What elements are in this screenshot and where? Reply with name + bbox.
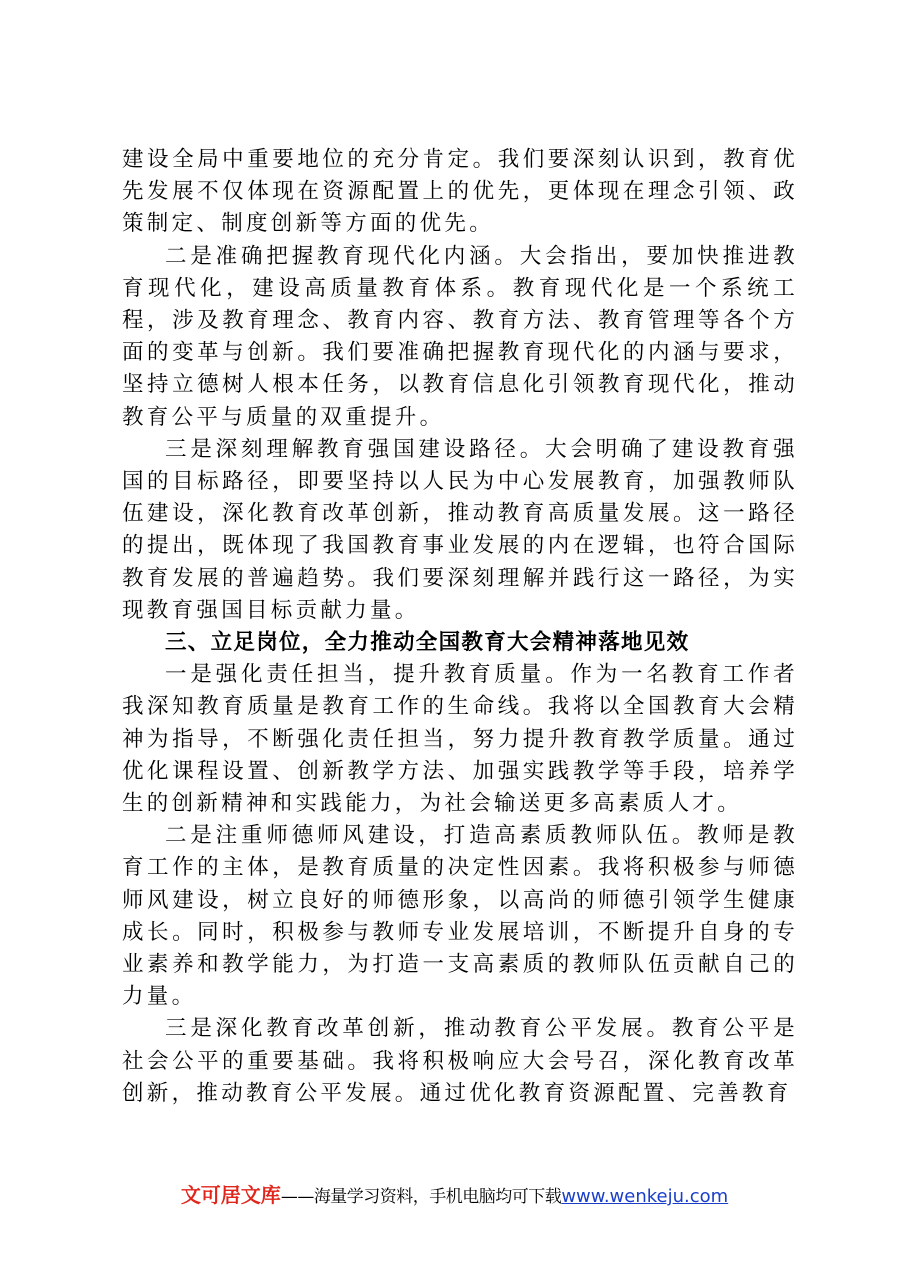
paragraph-responsibility: 一是强化责任担当，提升教育质量。作为一名教育工作者我深知教育质量是教育工作的生命线。我将以全国教育大会精神为指导，不断强化责任担当，努力提升教育教学质量。通过优化课程设置、创新教学方法、加强实践教学等手段，培养学生的创新精神和实践能力，为社会输送更多高素质人才。 xyxy=(122,662,798,817)
paragraph-continuation: 建设全局中重要地位的充分肯定。我们要深刻认识到，教育优先发展不仅体现在资源配置上的优先，更体现在理念引领、政策制定、制度创新等方面的优先。 xyxy=(122,147,798,237)
paragraph-modernization: 二是准确把握教育现代化内涵。大会指出，要加快推进教育现代化，建设高质量教育体系。教育现代化是一个系统工程，涉及教育理念、教育内容、教育方法、教育管理等各个方面的变革与创新。我们要准确把握教育现代化的内涵与要求，坚持立德树人根本任务，以教育信息化引领教育现代化，推动教育公平与质量的双重提升。 xyxy=(122,243,798,430)
footer-banner xyxy=(0,1181,909,1211)
footer-url-link[interactable]: www.wenkeju.com xyxy=(561,1186,729,1207)
section-heading: 三、立足岗位，全力推动全国教育大会精神落地见效 xyxy=(165,630,690,656)
document-body xyxy=(122,144,798,1110)
footer-brand: 文可居文库 xyxy=(180,1183,281,1207)
footer-text: ——海量学习资料，手机电脑均可下载 xyxy=(280,1187,562,1207)
paragraph-education-power-path: 三是深刻理解教育强国建设路径。大会明确了建设教育强国的目标路径，即要坚持以人民为中心发展教育，加强教师队伍建设，深化教育改革创新，推动教育高质量发展。这一路径的提出，既体现了我国教育事业发展的内在逻辑，也符合国际教育发展的普遍趋势。我们要深刻理解并践行这一路径，为实现教育强国目标贡献力量。 xyxy=(122,436,798,623)
paragraph-education-reform: 三是深化教育改革创新，推动教育公平发展。教育公平是社会公平的重要基础。我将积极响应大会号召，深化教育改革创新，推动教育公平发展。通过优化教育资源配置、完善教育 xyxy=(122,1016,798,1106)
paragraph-teacher-ethics: 二是注重师德师风建设，打造高素质教师队伍。教师是教育工作的主体，是教育质量的决定性因素。我将积极参与师德师风建设，树立良好的师德形象，以高尚的师德引领学生健康成长。同时，积极参与教师专业发展培训，不断提升自身的专业素养和教学能力，为打造一支高素质的教师队伍贡献自己的力量。 xyxy=(122,823,798,1010)
